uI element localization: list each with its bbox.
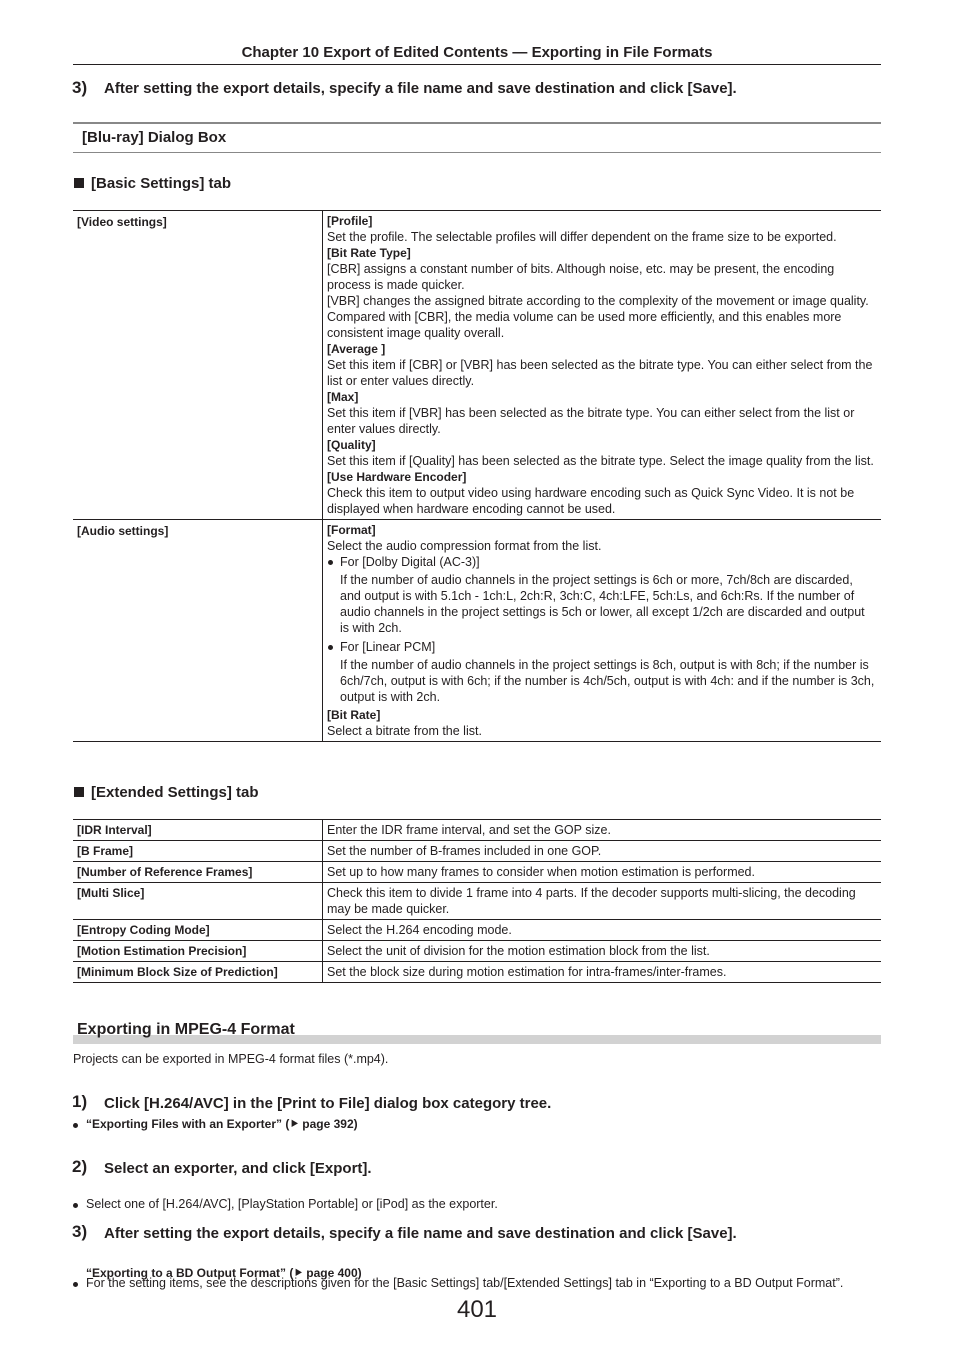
item-text: Check this item to output video using hardware encoding such as Quick Sync Video. It is not be displayed when hardware encoding cannot be used. bbox=[327, 486, 855, 516]
item-text: Select the audio compression format from the list. bbox=[327, 539, 602, 553]
section-bluray bbox=[73, 122, 881, 153]
row-key: [B Frame] bbox=[73, 841, 323, 862]
section-mpeg4 bbox=[73, 1020, 881, 1044]
table-row bbox=[73, 820, 881, 841]
table-row bbox=[73, 920, 881, 941]
square-bullet-icon bbox=[74, 787, 84, 797]
row-key: [Number of Reference Frames] bbox=[73, 862, 323, 883]
row-key: [Minimum Block Size of Prediction] bbox=[73, 962, 323, 983]
item-text: [CBR] assigns a constant number of bits. Although noise, etc. may be present, the encoding process is made quicker. bbox=[327, 262, 835, 292]
item-text: [VBR] changes the assigned bitrate according to the complexity of the movement or image quality. Compared with [CBR], the media volume can be used more efficiently, and this enables more consistent image quality overall. bbox=[327, 294, 869, 340]
table-row bbox=[73, 883, 881, 920]
row-value: Set the block size during motion estimation for intra-frames/inter-frames. bbox=[323, 962, 882, 983]
item-title: [Max] bbox=[327, 390, 359, 404]
header-rule bbox=[73, 64, 881, 65]
item-title: [Use Hardware Encoder] bbox=[327, 470, 467, 484]
extended-settings-table bbox=[73, 819, 881, 983]
item-title: [Format] bbox=[327, 523, 376, 537]
item-title: [Bit Rate] bbox=[327, 708, 381, 722]
bullet-item: For [Dolby Digital (AC-3)] bbox=[327, 554, 877, 570]
step-number: 3) bbox=[72, 1222, 88, 1241]
item-title: [Average ] bbox=[327, 342, 386, 356]
bullet-item: For [Linear PCM] bbox=[327, 639, 877, 655]
table-row bbox=[73, 962, 881, 983]
step-number: 1) bbox=[72, 1092, 88, 1111]
table-row bbox=[73, 520, 881, 742]
item-title: [Bit Rate Type] bbox=[327, 246, 411, 260]
row-key: [Multi Slice] bbox=[73, 883, 323, 920]
table-row bbox=[73, 941, 881, 962]
row-value: Select the H.264 encoding mode. bbox=[323, 920, 882, 941]
item-text: Set this item if [CBR] or [VBR] has been selected as the bitrate type. You can either select from the list or enter values directly. bbox=[327, 358, 873, 388]
page-number: 401 bbox=[456, 1296, 498, 1323]
step-note: For the setting items, see the descriptions given for the [Basic Settings] tab/[Extended Settings] tab in “Exporting to a BD Output Format”. bbox=[72, 1276, 954, 1290]
item-text: Set the profile. The selectable profiles will differ dependent on the frame size to be exported. bbox=[327, 230, 837, 244]
basic-settings-table bbox=[73, 210, 881, 742]
step-text: Select an exporter, and click [Export]. bbox=[104, 1160, 372, 1177]
step-number: 3) bbox=[72, 78, 88, 97]
basic-settings-heading: [Basic Settings] tab bbox=[74, 175, 231, 192]
row-value bbox=[323, 520, 882, 742]
item-text: Select a bitrate from the list. bbox=[327, 724, 482, 738]
step-text: After setting the export details, specify a file name and save destination and click [Save]. bbox=[104, 80, 737, 97]
item-text: Set this item if [Quality] has been selected as the bitrate type. Select the image quality from the list. bbox=[327, 454, 874, 468]
step-number: 2) bbox=[72, 1157, 88, 1176]
item-title: [Quality] bbox=[327, 438, 376, 452]
row-key: [Video settings] bbox=[73, 211, 323, 520]
square-bullet-icon bbox=[74, 178, 84, 188]
item-text: If the number of audio channels in the project settings is 6ch or more, 7ch/8ch are discarded, and output is with 5.1ch - 1ch:L, 2ch:R, 3ch:C, 4ch:LFE, 5ch:Ls, and 6ch:Rs. If the number of audio channels in the project settings is 5ch or lower, all except 1/2ch are discarded and output is with 2ch. bbox=[340, 573, 865, 635]
section-title: [Blu-ray] Dialog Box bbox=[82, 129, 227, 146]
item-text: Set this item if [VBR] has been selected as the bitrate type. You can either select from the list or enter values directly. bbox=[327, 406, 855, 436]
row-value: Enter the IDR frame interval, and set the GOP size. bbox=[323, 820, 882, 841]
chapter-header: Chapter 10 Export of Edited Contents — Exporting in File Formats bbox=[241, 44, 713, 61]
step-text: Click [H.264/AVC] in the [Print to File] dialog box category tree. bbox=[104, 1095, 552, 1112]
table-row bbox=[73, 862, 881, 883]
table-row bbox=[73, 841, 881, 862]
row-value: Check this item to divide 1 frame into 4 parts. If the decoder supports multi-slicing, the decoding may be made quicker. bbox=[323, 883, 882, 920]
row-value: Set up to how many frames to consider when motion estimation is performed. bbox=[323, 862, 882, 883]
item-text: If the number of audio channels in the project settings is 8ch, output is with 8ch; if the number is 6ch/7ch, output is with 6ch; if the number is 4ch/5ch, output is with 4ch: and if the number is 3ch, output is with 2ch. bbox=[340, 658, 875, 704]
step-link[interactable]: “Exporting to a BD Output Format” (⯈ page 400) bbox=[86, 1266, 362, 1280]
step-link[interactable]: “Exporting Files with an Exporter” (⯈ page 392) bbox=[72, 1117, 954, 1132]
row-key: [Entropy Coding Mode] bbox=[73, 920, 323, 941]
row-key: [IDR Interval] bbox=[73, 820, 323, 841]
table-row bbox=[73, 211, 881, 520]
row-value bbox=[323, 211, 882, 520]
row-key: [Motion Estimation Precision] bbox=[73, 941, 323, 962]
mpeg4-intro: Projects can be exported in MPEG-4 format files (*.mp4). bbox=[73, 1052, 389, 1066]
extended-settings-heading: [Extended Settings] tab bbox=[74, 784, 259, 801]
row-value: Select the unit of division for the motion estimation block from the list. bbox=[323, 941, 882, 962]
step-note: Select one of [H.264/AVC], [PlayStation Portable] or [iPod] as the exporter. bbox=[72, 1197, 954, 1211]
row-value: Set the number of B-frames included in one GOP. bbox=[323, 841, 882, 862]
section-title: Exporting in MPEG-4 Format bbox=[77, 1021, 295, 1038]
item-title: [Profile] bbox=[327, 214, 373, 228]
step-text: After setting the export details, specify a file name and save destination and click [Save]. bbox=[104, 1225, 737, 1242]
row-key: [Audio settings] bbox=[73, 520, 323, 742]
